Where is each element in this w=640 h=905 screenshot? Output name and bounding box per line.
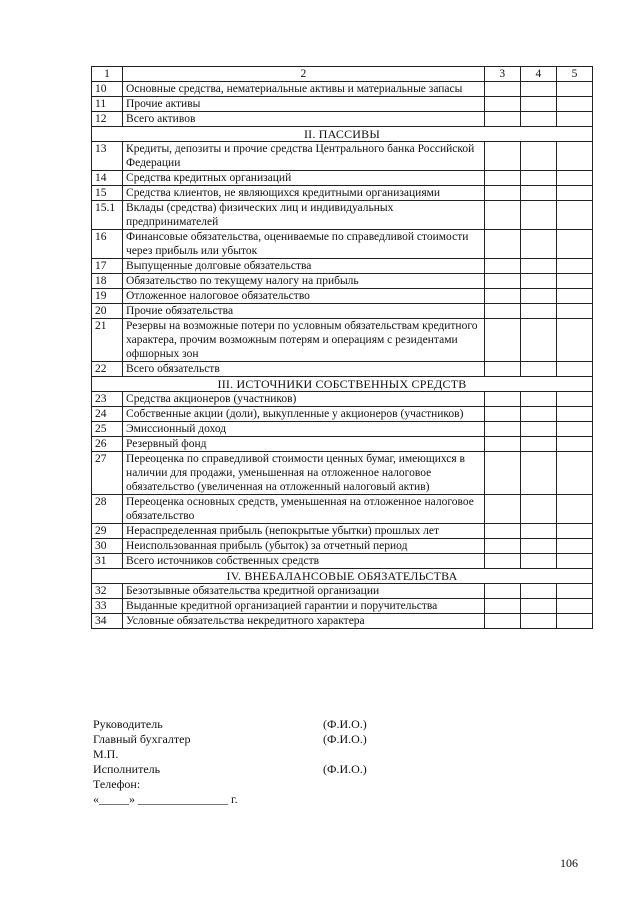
row-number: 20 (92, 304, 123, 319)
accountant-label: Главный бухгалтер (93, 732, 191, 746)
value-cell-col-5 (556, 186, 592, 201)
value-cell-col-3 (484, 452, 520, 495)
value-cell-col-4 (520, 259, 556, 274)
value-cell-col-5 (556, 539, 592, 554)
section-title: II. ПАССИВЫ (92, 127, 593, 142)
table-row (92, 495, 593, 524)
column-header-5: 5 (556, 67, 592, 82)
value-cell-col-3 (484, 554, 520, 569)
value-cell-col-5 (556, 407, 592, 422)
table-row (92, 362, 593, 377)
value-cell-col-3 (484, 97, 520, 112)
row-label: Безотзывные обязательства кредитной организации (123, 584, 485, 599)
value-cell-col-3 (484, 495, 520, 524)
row-number: 19 (92, 289, 123, 304)
table-row (92, 584, 593, 599)
row-number: 22 (92, 362, 123, 377)
row-label: Выданные кредитной организацией гарантии и поручительства (123, 599, 485, 614)
balance-table (91, 66, 593, 629)
accountant-fio: (Ф.И.О.) (323, 732, 367, 746)
table-row (92, 171, 593, 186)
row-label: Неиспользованная прибыль (убыток) за отчетный период (123, 539, 485, 554)
value-cell-col-3 (484, 539, 520, 554)
row-label: Всего активов (123, 112, 485, 127)
value-cell-col-3 (484, 422, 520, 437)
value-cell-col-5 (556, 259, 592, 274)
value-cell-col-3 (484, 407, 520, 422)
row-label: Кредиты, депозиты и прочие средства Центрального банка Российской Федерации (123, 142, 485, 171)
value-cell-col-5 (556, 452, 592, 495)
value-cell-col-3 (484, 274, 520, 289)
row-number: 33 (92, 599, 123, 614)
value-cell-col-4 (520, 392, 556, 407)
value-cell-col-4 (520, 142, 556, 171)
row-number: 27 (92, 452, 123, 495)
value-cell-col-3 (484, 392, 520, 407)
value-cell-col-3 (484, 599, 520, 614)
table-row (92, 82, 593, 97)
table-row (92, 614, 593, 629)
value-cell-col-5 (556, 599, 592, 614)
row-label: Прочие активы (123, 97, 485, 112)
executor-label: Исполнитель (93, 762, 161, 776)
row-label: Прочие обязательства (123, 304, 485, 319)
value-cell-col-3 (484, 362, 520, 377)
row-number: 17 (92, 259, 123, 274)
table-row (92, 201, 593, 230)
value-cell-col-3 (484, 614, 520, 629)
value-cell-col-5 (556, 362, 592, 377)
row-number: 13 (92, 142, 123, 171)
row-number: 12 (92, 112, 123, 127)
value-cell-col-5 (556, 614, 592, 629)
row-label: Вклады (средства) физических лиц и индивидуальных предпринимателей (123, 201, 485, 230)
table-row (92, 274, 593, 289)
value-cell-col-4 (520, 599, 556, 614)
value-cell-col-5 (556, 201, 592, 230)
value-cell-col-5 (556, 319, 592, 362)
value-cell-col-5 (556, 274, 592, 289)
row-number: 21 (92, 319, 123, 362)
value-cell-col-5 (556, 97, 592, 112)
value-cell-col-4 (520, 407, 556, 422)
row-number: 26 (92, 437, 123, 452)
row-label: Средства клиентов, не являющихся кредитными организациями (123, 186, 485, 201)
value-cell-col-5 (556, 82, 592, 97)
row-number: 31 (92, 554, 123, 569)
row-label: Обязательство по текущему налогу на прибыль (123, 274, 485, 289)
table-row (92, 186, 593, 201)
value-cell-col-3 (484, 82, 520, 97)
section-title: IV. ВНЕБАЛАНСОВЫЕ ОБЯЗАТЕЛЬСТВА (92, 569, 593, 584)
row-number: 16 (92, 230, 123, 259)
row-number: 28 (92, 495, 123, 524)
value-cell-col-5 (556, 289, 592, 304)
value-cell-col-3 (484, 142, 520, 171)
value-cell-col-5 (556, 554, 592, 569)
value-cell-col-4 (520, 304, 556, 319)
value-cell-col-4 (520, 584, 556, 599)
table-row (92, 554, 593, 569)
row-number: 32 (92, 584, 123, 599)
executor-fio: (Ф.И.О.) (323, 762, 367, 776)
row-label: Финансовые обязательства, оцениваемые по справедливой стоимости через прибыль или убыток (123, 230, 485, 259)
table-row (92, 289, 593, 304)
row-number: 14 (92, 171, 123, 186)
value-cell-col-3 (484, 289, 520, 304)
row-number: 30 (92, 539, 123, 554)
column-header-4: 4 (520, 67, 556, 82)
value-cell-col-3 (484, 171, 520, 186)
value-cell-col-5 (556, 171, 592, 186)
table-row (92, 524, 593, 539)
row-label: Средства кредитных организаций (123, 171, 485, 186)
row-label: Переоценка основных средств, уменьшенная на отложенное налоговое обязательство (123, 495, 485, 524)
row-number: 34 (92, 614, 123, 629)
table-row (92, 437, 593, 452)
table-row (92, 539, 593, 554)
value-cell-col-4 (520, 539, 556, 554)
row-number: 23 (92, 392, 123, 407)
section-header-row (92, 377, 593, 392)
table-row (92, 97, 593, 112)
value-cell-col-4 (520, 495, 556, 524)
stamp-label: М.П. (93, 747, 119, 761)
section-title: III. ИСТОЧНИКИ СОБСТВЕННЫХ СРЕДСТВ (92, 377, 593, 392)
balance-table-wrapper (91, 66, 593, 629)
value-cell-col-5 (556, 142, 592, 171)
head-fio: (Ф.И.О.) (323, 717, 367, 731)
table-row (92, 304, 593, 319)
value-cell-col-3 (484, 437, 520, 452)
table-row (92, 392, 593, 407)
column-header-1: 1 (92, 67, 123, 82)
section-header-row (92, 569, 593, 584)
table-row (92, 422, 593, 437)
value-cell-col-4 (520, 97, 556, 112)
column-header-2: 2 (123, 67, 485, 82)
date-field: «_____» _______________ г. (93, 792, 238, 806)
column-header-3: 3 (484, 67, 520, 82)
row-label: Резервный фонд (123, 437, 485, 452)
row-label: Нераспределенная прибыль (непокрытые убытки) прошлых лет (123, 524, 485, 539)
value-cell-col-5 (556, 437, 592, 452)
section-header-row (92, 127, 593, 142)
row-label: Выпущенные долговые обязательства (123, 259, 485, 274)
row-label: Отложенное налоговое обязательство (123, 289, 485, 304)
row-label: Собственные акции (доли), выкупленные у акционеров (участников) (123, 407, 485, 422)
row-number: 29 (92, 524, 123, 539)
row-number: 25 (92, 422, 123, 437)
value-cell-col-4 (520, 289, 556, 304)
row-number: 11 (92, 97, 123, 112)
value-cell-col-4 (520, 201, 556, 230)
table-row (92, 112, 593, 127)
value-cell-col-4 (520, 554, 556, 569)
row-label: Основные средства, нематериальные активы и материальные запасы (123, 82, 485, 97)
value-cell-col-4 (520, 319, 556, 362)
value-cell-col-4 (520, 614, 556, 629)
value-cell-col-4 (520, 452, 556, 495)
table-row (92, 230, 593, 259)
column-number-header-row (92, 67, 593, 82)
value-cell-col-4 (520, 171, 556, 186)
row-label: Условные обязательства некредитного характера (123, 614, 485, 629)
value-cell-col-3 (484, 304, 520, 319)
balance-table-body (92, 67, 593, 629)
table-row (92, 319, 593, 362)
table-row (92, 142, 593, 171)
value-cell-col-4 (520, 524, 556, 539)
value-cell-col-3 (484, 259, 520, 274)
value-cell-col-5 (556, 304, 592, 319)
value-cell-col-3 (484, 186, 520, 201)
value-cell-col-3 (484, 201, 520, 230)
row-label: Средства акционеров (участников) (123, 392, 485, 407)
value-cell-col-3 (484, 230, 520, 259)
row-label: Всего обязательств (123, 362, 485, 377)
row-number: 18 (92, 274, 123, 289)
row-number: 24 (92, 407, 123, 422)
value-cell-col-5 (556, 112, 592, 127)
value-cell-col-5 (556, 392, 592, 407)
row-number: 15 (92, 186, 123, 201)
table-row (92, 452, 593, 495)
value-cell-col-3 (484, 319, 520, 362)
value-cell-col-4 (520, 362, 556, 377)
value-cell-col-5 (556, 524, 592, 539)
head-label: Руководитель (93, 717, 163, 731)
row-label: Эмиссионный доход (123, 422, 485, 437)
row-number: 15.1 (92, 201, 123, 230)
row-label: Всего источников собственных средств (123, 554, 485, 569)
value-cell-col-3 (484, 524, 520, 539)
value-cell-col-5 (556, 584, 592, 599)
row-number: 10 (92, 82, 123, 97)
value-cell-col-5 (556, 422, 592, 437)
value-cell-col-4 (520, 112, 556, 127)
value-cell-col-3 (484, 112, 520, 127)
table-row (92, 259, 593, 274)
value-cell-col-5 (556, 230, 592, 259)
table-row (92, 407, 593, 422)
value-cell-col-4 (520, 437, 556, 452)
value-cell-col-5 (556, 495, 592, 524)
page-number: 106 (560, 856, 578, 870)
row-label: Переоценка по справедливой стоимости ценных бумаг, имеющихся в наличии для продажи, уменьшенная на отложенное налоговое обязательство (увеличенная на отложенный налоговый актив) (123, 452, 485, 495)
value-cell-col-3 (484, 584, 520, 599)
phone-label: Телефон: (93, 777, 141, 791)
table-row (92, 599, 593, 614)
value-cell-col-4 (520, 422, 556, 437)
value-cell-col-4 (520, 274, 556, 289)
row-label: Резервы на возможные потери по условным обязательствам кредитного характера, прочим возможным потерям и операциям с резидентами офшорных зон (123, 319, 485, 362)
value-cell-col-4 (520, 230, 556, 259)
value-cell-col-4 (520, 82, 556, 97)
value-cell-col-4 (520, 186, 556, 201)
